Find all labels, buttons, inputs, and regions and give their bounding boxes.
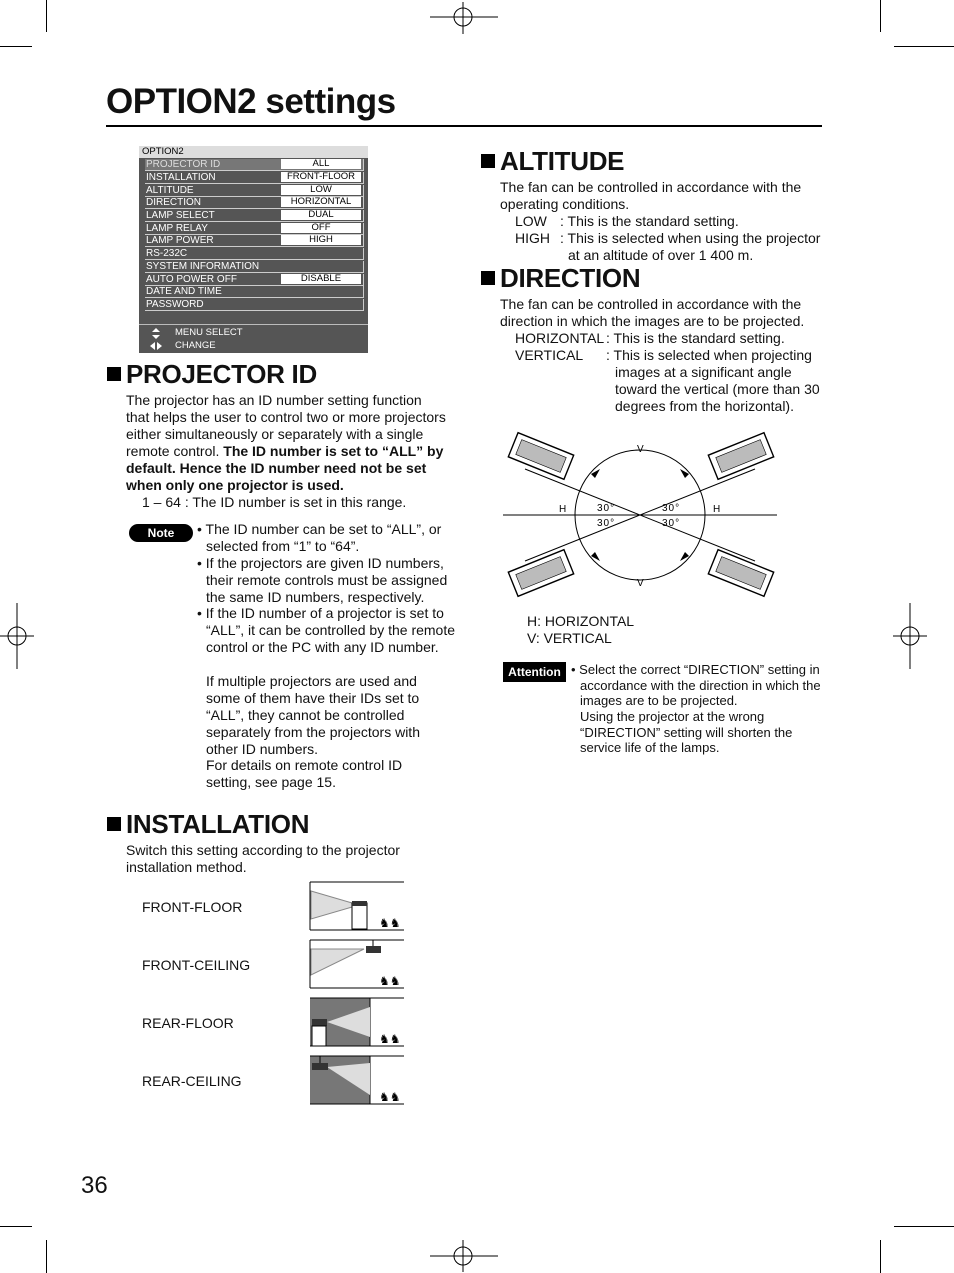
svg-text:♞♞: ♞♞ bbox=[379, 1032, 401, 1046]
osd-row-label: LAMP POWER bbox=[146, 235, 214, 246]
osd-row-label: AUTO POWER OFF bbox=[146, 274, 237, 285]
svg-text:♞♞: ♞♞ bbox=[379, 974, 401, 988]
osd-row-value: DISABLE bbox=[281, 274, 361, 284]
svg-text:♞♞: ♞♞ bbox=[379, 1090, 401, 1104]
osd-change-label: CHANGE bbox=[175, 340, 216, 351]
crop-mark bbox=[0, 46, 32, 47]
projector-id-body-bold: The ID number is set to “ALL” by default. Hence the ID number need not be set when only one projector is used. bbox=[126, 443, 444, 493]
osd-menu bbox=[139, 146, 368, 353]
osd-row-label: PASSWORD bbox=[146, 299, 204, 310]
osd-row-label: PROJECTOR ID bbox=[146, 159, 221, 170]
registration-mark bbox=[430, 0, 500, 36]
page-number: 36 bbox=[81, 1172, 108, 1199]
osd-row-value: DUAL bbox=[281, 210, 361, 220]
osd-row-value: OFF bbox=[281, 223, 361, 233]
altitude-option-desc: : This is the standard setting. bbox=[560, 213, 739, 229]
note-item: • If the ID number of a projector is set to “ALL”, it can be controlled by the remote control or the PC with any ID number. bbox=[197, 605, 456, 655]
osd-row bbox=[143, 197, 364, 209]
osd-divider bbox=[139, 324, 368, 325]
crop-mark bbox=[0, 1226, 32, 1227]
projector-id-body-plain: The projector has an ID number setting function that helps the user to control two or more projectors either simultaneously or separately with a single remote control. bbox=[126, 392, 446, 459]
attention-text: • Select the correct “DIRECTION” setting in accordance with the direction in which the images are to be projected. bbox=[571, 662, 821, 708]
direction-option-desc: : This is the standard setting. bbox=[606, 330, 785, 346]
direction-body: The fan can be controlled in accordance with the direction in which the images are to be projected. bbox=[500, 296, 805, 329]
projector-icon bbox=[708, 433, 773, 480]
angle-label: 30° bbox=[597, 503, 616, 514]
altitude-option-key: HIGH bbox=[515, 230, 550, 246]
direction-heading: DIRECTION bbox=[481, 263, 640, 294]
note-item: For details on remote control ID setting, see page 15. bbox=[206, 757, 403, 790]
osd-row bbox=[143, 274, 364, 286]
installation-heading: INSTALLATION bbox=[107, 809, 309, 840]
altitude-body: The fan can be controlled in accordance with the operating conditions. bbox=[500, 179, 802, 212]
title-rule bbox=[106, 125, 822, 127]
osd-row-value: HIGH bbox=[281, 235, 361, 245]
note-item: • If the projectors are given ID numbers, their remote controls must be assigned the same ID numbers, respectively. bbox=[197, 555, 448, 605]
legend-horizontal: H: HORIZONTAL bbox=[527, 613, 635, 629]
altitude-option-key: LOW bbox=[515, 213, 547, 229]
note-badge: Note bbox=[129, 524, 193, 542]
rear-floor-illustration bbox=[309, 997, 407, 1047]
osd-row bbox=[143, 172, 364, 184]
osd-row-label: DATE AND TIME bbox=[146, 286, 222, 297]
left-right-arrow-icon bbox=[150, 341, 162, 351]
projector-icon bbox=[508, 433, 573, 480]
page-title: OPTION2 settings bbox=[106, 82, 396, 121]
osd-row-label: ALTITUDE bbox=[146, 185, 194, 196]
front-ceiling-illustration bbox=[309, 939, 407, 989]
registration-mark bbox=[0, 603, 36, 671]
projector-icon bbox=[708, 550, 773, 597]
install-mode-label: REAR-CEILING bbox=[142, 1073, 242, 1089]
label-v-top: V bbox=[637, 444, 644, 455]
svg-text:♞♞: ♞♞ bbox=[379, 916, 401, 930]
osd-row-label: INSTALLATION bbox=[146, 172, 216, 183]
projector-id-heading: PROJECTOR ID bbox=[107, 359, 317, 390]
note-item: If multiple projectors are used and some of them have their IDs set to “ALL”, they cannot be controlled separately from the projectors with other ID numbers. bbox=[206, 673, 420, 757]
angle-label: 30° bbox=[597, 518, 616, 529]
osd-row-label: DIRECTION bbox=[146, 197, 201, 208]
osd-row-label: LAMP SELECT bbox=[146, 210, 215, 221]
install-mode-label: FRONT-CEILING bbox=[142, 957, 251, 973]
osd-header: OPTION2 bbox=[139, 146, 368, 158]
note-item: • The ID number can be set to “ALL”, or selected from “1” to “64”. bbox=[197, 521, 442, 554]
angle-label: 30° bbox=[662, 503, 681, 514]
projector-id-range: 1 – 64 : The ID number is set in this range. bbox=[142, 494, 407, 510]
crop-mark bbox=[46, 1240, 47, 1273]
direction-option-desc: : This is selected when projecting images at a significant angle toward the vertical (more than 30 degrees from the horizontal). bbox=[606, 347, 820, 414]
osd-row bbox=[143, 159, 364, 171]
osd-row-label: LAMP RELAY bbox=[146, 223, 208, 234]
osd-row-label: RS-232C bbox=[146, 248, 188, 259]
osd-row-value: HORIZONTAL bbox=[281, 197, 361, 207]
installation-body: Switch this setting according to the projector installation method. bbox=[126, 842, 400, 875]
osd-menu-select-label: MENU SELECT bbox=[175, 327, 243, 338]
label-h-left: H bbox=[559, 504, 567, 515]
crop-mark bbox=[46, 0, 47, 32]
osd-row bbox=[143, 248, 364, 260]
direction-diagram bbox=[503, 428, 779, 598]
osd-row bbox=[143, 286, 364, 298]
osd-row bbox=[143, 261, 364, 273]
attention-badge: Attention bbox=[503, 662, 566, 682]
up-down-arrow-icon bbox=[151, 328, 161, 339]
direction-option-key: VERTICAL bbox=[515, 347, 584, 363]
registration-mark bbox=[430, 1238, 500, 1273]
direction-option-key: HORIZONTAL bbox=[515, 330, 605, 346]
crop-mark bbox=[894, 1226, 954, 1227]
crop-mark bbox=[880, 0, 881, 32]
osd-row-value: ALL bbox=[281, 159, 361, 169]
osd-row bbox=[143, 235, 364, 247]
projector-id-body bbox=[126, 392, 448, 494]
altitude-heading: ALTITUDE bbox=[481, 146, 624, 177]
osd-row-value: FRONT-FLOOR bbox=[281, 172, 361, 182]
angle-label: 30° bbox=[662, 518, 681, 529]
install-mode-label: FRONT-FLOOR bbox=[142, 899, 243, 915]
osd-row-value: LOW bbox=[281, 185, 361, 195]
front-floor-illustration bbox=[309, 881, 407, 931]
crop-mark bbox=[894, 46, 954, 47]
projector-icon bbox=[508, 550, 573, 597]
osd-row bbox=[143, 210, 364, 222]
crop-mark bbox=[880, 1240, 881, 1273]
label-h-right: H bbox=[713, 504, 721, 515]
legend-vertical: V: VERTICAL bbox=[527, 630, 612, 646]
attention-text: Using the projector at the wrong “DIRECTION” setting will shorten the service life of the lamps. bbox=[580, 709, 793, 755]
label-v-bottom: V bbox=[637, 578, 644, 589]
rear-ceiling-illustration bbox=[309, 1055, 407, 1105]
install-mode-label: REAR-FLOOR bbox=[142, 1015, 234, 1031]
altitude-option-desc: : This is selected when using the projector at an altitude of over 1 400 m. bbox=[560, 230, 821, 263]
osd-row bbox=[143, 299, 364, 311]
osd-row-label: SYSTEM INFORMATION bbox=[146, 261, 260, 272]
registration-mark bbox=[893, 603, 933, 671]
